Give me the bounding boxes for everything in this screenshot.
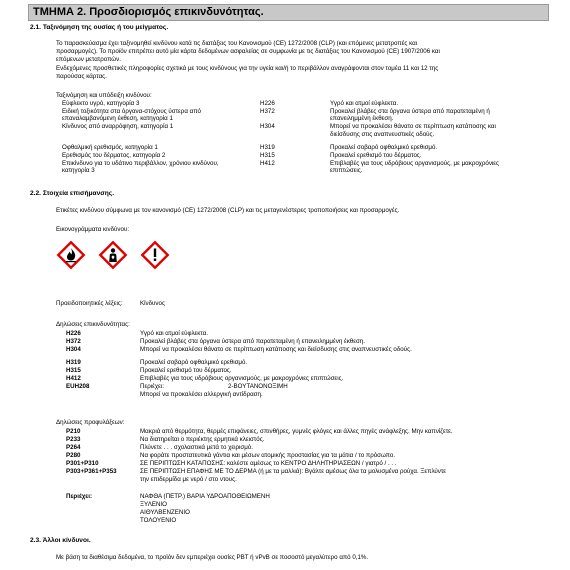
h-code-4: H319 [66, 359, 81, 366]
class-row-6-desc-2: επιπτώσεις. [330, 167, 363, 174]
class-row-3-desc-2: διείσδυσης στις αναπνευστικές οδούς. [330, 131, 435, 138]
p-text-3: Πλύνετε . . . σχολαστικά μετά το χειρισμό. [140, 444, 253, 451]
h-extra-7: 2-ΒΟΥΤΑΝΟΝΟΞΙΜΗ [228, 383, 288, 390]
hazard-statements-title: Δηλώσεις επικινδυνότητας: [56, 321, 130, 328]
precautionary-title: Δηλώσεις προφυλάξεων: [56, 419, 125, 426]
class-row-6-code: H412 [260, 160, 275, 167]
class-row-2-desc-2: επανειλημμένη έκθεση. [330, 115, 394, 122]
contains-2: ΞΥΛΕΝΙΟ [140, 501, 167, 508]
h-text-5: Προκαλεί ερεθισμό του δέρματος. [140, 367, 232, 374]
para1-line2: προσαρμογές). Το προϊόν επιτρέπει αυτό μία κάρτα δεδομένων ασφαλείας σε συμφωνία με τις διατάξεις του Κανονισμού (CE) 1907/2006 και [56, 48, 440, 55]
class-row-6-cls-2: κατηγορία 3 [62, 167, 95, 174]
classification-title: Ταξινόμηση και υπόδειξη κινδύνου: [56, 92, 152, 99]
class-row-2-desc: Προκαλεί βλάβες στα όργανα ύστερα από παρατεταμένη ή [330, 108, 490, 115]
contains-1: ΝΑΦΘΑ (ΠΕΤΡ.) ΒΑΡΙΑ ΥΔΡΟΑΠΟΘΕΙΩΜΕΝΗ [140, 493, 270, 500]
class-row-5-cls: Ερεθισμός του δέρματος, κατηγορία 2 [62, 152, 166, 159]
para2-line2: παρούσας κάρτας. [56, 73, 107, 80]
h-code-7: EUH208 [66, 383, 90, 390]
class-row-1-desc: Υγρό και ατμοί εύφλεκτα. [330, 100, 399, 107]
h-code-2: H372 [66, 338, 81, 345]
class-row-1-cls: Εύφλεκτο υγρό, κατηγορία 3 [62, 100, 140, 107]
h-code-3: H304 [66, 346, 81, 353]
heading-2-1: 2.1. Ταξινόμηση της ουσίας ή του μείγματος. [30, 24, 169, 31]
p-code-2: P233 [66, 436, 81, 443]
class-row-1-code: H226 [260, 100, 275, 107]
h-text-7: Περιέχει: [140, 383, 164, 390]
p-code-6: P303+P361+P353 [66, 468, 117, 475]
p-text-2: Να διατηρείται ο περιέκτης ερμητικά κλειστός. [140, 436, 265, 443]
h-text-2: Προκαλεί βλάβες στα όργανα ύστερα από παρατεταμένη ή επανειλημμένη έκθεση. [140, 338, 365, 345]
section-title: ΤΜΗΜΑ 2. Προσδιορισμός επικινδυνότητας. [33, 6, 264, 18]
exclamation-icon [140, 240, 170, 270]
class-row-2-cls-2: επαναλαμβανόμενη έκθεση, κατηγορία 1 [62, 115, 173, 122]
class-row-4-cls: Οφθαλμική ερεθισμός, κατηγορία 1 [62, 144, 158, 151]
p-text-6: ΣΕ ΠΕΡΙΠΤΩΣΗ ΕΠΑΦΗΣ ΜΕ ΤΟ ΔΕΡΜΑ (ή με τα μαλλιά): Βγάλτε αμέσως όλα τα μολυσμένα ρούχα. Ξεπλύντε [140, 468, 447, 475]
p-code-3: P264 [66, 444, 81, 451]
class-row-6-desc: Επιβλαβές για τους υδρόβιους οργανισμούς, με μακροχρόνιες [330, 160, 500, 167]
contains-4: ΤΟΛΟΥΕΝΙΟ [140, 517, 177, 524]
contains-label: Περιέχει: [66, 493, 93, 500]
para1-line3: επόμενων μετατροπών. [56, 56, 121, 63]
p-code-1: P210 [66, 428, 81, 435]
para2-line1: Ενδεχόμενες προσθετικές πληροφορίες σχετικά με τους κινδύνους για την υγεία και/ή το περιβάλλον αναγράφονται στον τομέα 11 και 12 της [56, 65, 439, 72]
h-text-4: Προκαλεί σοβαρό οφθαλμικό ερεθισμό. [140, 359, 248, 366]
h-text-3: Μπορεί να προκαλέσει θάνατο σε περίπτωση κατάποσης και διείσδυσης στις αναπνευστικές οδούς. [140, 346, 412, 353]
signal-word-label: Προειδοποιητικές λέξεις: [56, 300, 123, 307]
class-row-3-code: H304 [260, 123, 275, 130]
h-code-1: H226 [66, 330, 81, 337]
other-hazards-text: Με βάση τα διαθέσιμα δεδομένα, το προϊόν δεν εμπεριέχει ουσίες PBT ή vPvB σε ποσοστό μεγαλύτερο από 0,1%. [56, 554, 369, 561]
pictograms-label: Εικονογράμματα κινδύνου: [56, 226, 130, 233]
para1-line1: Το παρασκεύασμα έχει ταξινομηθεί κινδύνου κατά τις διατάξεις του Κανονισμού (CE) 1272/2008 (CLP) (και επόμενες μετατροπές και [56, 40, 418, 47]
p-code-4: P280 [66, 452, 81, 459]
p-code-5: P301+P310 [66, 460, 99, 467]
class-row-3-cls: Κίνδυνος από αναρρόφηση, κατηγορία 1 [62, 123, 174, 130]
class-row-5-code: H315 [260, 152, 275, 159]
contains-3: ΑΙΘΥΛΒΕΝΖΕΝΙΟ [140, 509, 190, 516]
h-code-6: H412 [66, 375, 81, 382]
class-row-4-desc: Προκαλεί σοβαρό οφθαλμικό ερεθισμό. [330, 144, 438, 151]
p-text-1: Μακριά από θερμότητα, θερμές επιφάνειες, σπινθήρες, γυμνές φλόγες και άλλες πηγές ανάφλεξης. Μην καπνίζετε. [140, 428, 453, 435]
h-code-5: H315 [66, 367, 81, 374]
section-header [28, 4, 549, 21]
heading-2-2: 2.2. Στοιχεία επισήμανσης. [30, 190, 115, 197]
class-row-3-desc: Μπορεί να προκαλέσει θάνατο σε περίπτωση κατάποσης και [330, 123, 496, 130]
signal-word: Κίνδυνος [140, 300, 165, 307]
heading-2-3: 2.3. Άλλοι κίνδυνοι. [30, 537, 91, 544]
p-text-4: Να φοράτε προστατευτικά γάντια και μέσων ατομικής προστασίας για τα μάτια / το πρόσωπο. [140, 452, 396, 459]
class-row-6-cls: Επικίνδυνο για το υδάτινο περιβάλλον, χρόνιου κινδύνου, [62, 160, 219, 167]
p-text-6b: την επιδερμίδα με νερό / στο ντους. [140, 476, 237, 483]
class-row-2-code: H372 [260, 108, 275, 115]
flame-icon [56, 240, 86, 270]
p-text-5: ΣΕ ΠΕΡΙΠΤΩΣΗ ΚΑΤΑΠΟΣΗΣ: καλέστε αμέσως το ΚΕΝΤΡΟ ΔΗΛΗΤΗΡΙΑΣΕΩΝ / γιατρό / . . . [140, 460, 397, 467]
h-text-1: Υγρό και ατμοί εύφλεκτα. [140, 330, 209, 337]
class-row-5-desc: Προκαλεί ερεθισμό του δέρματος. [330, 152, 422, 159]
class-row-4-code: H319 [260, 144, 275, 151]
class-row-2-cls: Ειδική τοξικότητα στα όργανα-στόχους ύστερα από [62, 108, 201, 115]
health-hazard-icon [98, 240, 128, 270]
h-text-8: Μπορεί να προκαλέσει αλλεργική αντίδραση. [140, 391, 263, 398]
labelling-intro: Ετικέτες κινδύνου σύμφωνα με τον κανονισμό (CE) 1272/2008 (CLP) και τις μεταγενέστερες τροποποιήσεις και προσαρμογές. [56, 207, 400, 214]
h-text-6: Επιβλαβές για τους υδρόβιους οργανισμούς, με μακροχρόνιες επιπτώσεις. [140, 375, 344, 382]
